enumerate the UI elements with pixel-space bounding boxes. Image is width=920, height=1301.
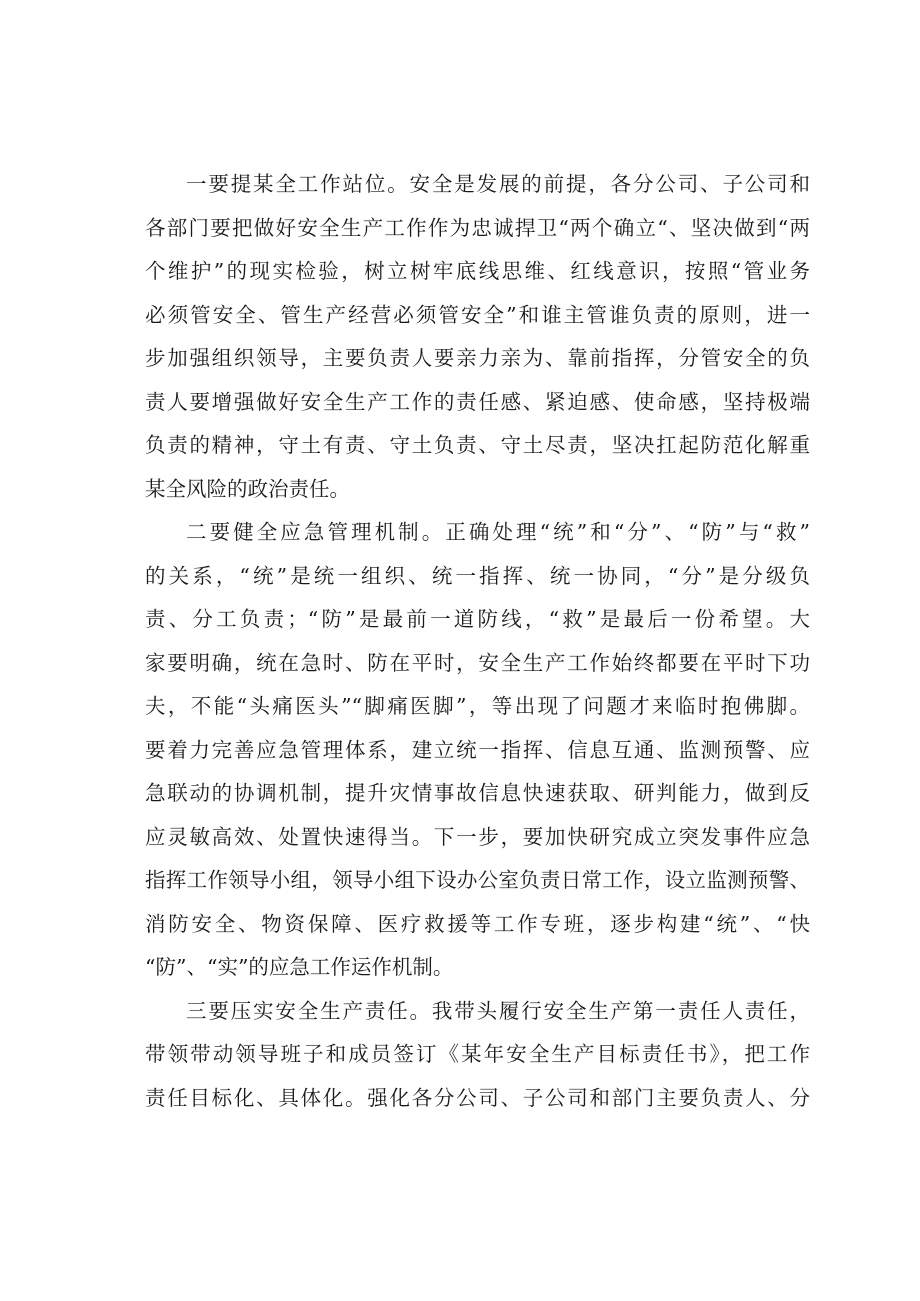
paragraph-line: 急联动的协调机制，提升灾情事故信息快速获取、研判能力，做到反 <box>145 781 810 805</box>
paragraph-line: 各部门要把做好安全生产工作作为忠诚捍卫“两个确立“、坚决做到“两 <box>145 215 810 240</box>
paragraph-line: “防”、“实”的应急工作运作机制。 <box>145 955 454 979</box>
paragraph-line: 要着力完善应急管理体系，建立统一指挥、信息互通、监测预警、应 <box>145 737 810 762</box>
paragraph-2 <box>145 511 810 990</box>
paragraph-line: 负责的精神，守土有责、守土负责、守土尽责，坚决扛起防范化解重 <box>145 433 810 457</box>
paragraph-line: 消防安全、物资保障、医疗救援等工作专班，逐步构建“统”、“快 <box>145 911 810 936</box>
paragraph-line: 一要提某全工作站位。安全是发展的前提，各分公司、子公司和 <box>186 172 810 196</box>
paragraph-line: 家要明确，统在急时、防在平时，安全生产工作始终都要在平时下功 <box>145 650 810 675</box>
paragraph-line: 二要健全应急管理机制。正确处理“统”和“分”、“防”与“救” <box>186 520 810 544</box>
paragraph-line: 责、分工负责；“防”是最前一道防线，“救”是最后一份希望。大 <box>145 607 810 631</box>
paragraph-3 <box>145 990 810 1121</box>
paragraph-line: 的关系，“统”是统一组织、统一指挥、统一协同，“分”是分级负 <box>145 563 810 588</box>
paragraph-line: 必须管安全、管生产经营必须管安全”和谁主管谁负责的原则，进一 <box>145 302 810 327</box>
paragraph-line: 责人要增强做好安全生产工作的责任感、紧迫感、使命感，坚持极端 <box>145 389 810 414</box>
paragraph-line: 应灵敏高效、处置快速得当。下一步，要加快研究成立突发事件应急 <box>145 824 810 849</box>
document-body <box>145 163 810 1120</box>
paragraph-line: 指挥工作领导小组，领导小组下设办公室负责日常工作，设立监测预警、 <box>145 868 810 892</box>
paragraph-line: 夫，不能“头痛医头”“脚痛医脚”，等出现了问题才来临时抱佛脚。 <box>145 694 810 718</box>
paragraph-line: 个维护”的现实检验，树立树牢底线思维、红线意识，按照“管业务 <box>145 259 810 283</box>
paragraph-1 <box>145 163 810 511</box>
paragraph-line: 带领带动领导班子和成员签订《某年安全生产目标责任书》，把工作 <box>145 1042 810 1066</box>
paragraph-line: 某全风险的政治责任。 <box>145 476 350 501</box>
paragraph-line: 三要压实安全生产责任。我带头履行安全生产第一责任人责任， <box>186 998 810 1023</box>
paragraph-line: 责任目标化、具体化。强化各分公司、子公司和部门主要负责人、分 <box>145 1085 810 1110</box>
paragraph-line: 步加强组织领导，主要负责人要亲力亲为、靠前指挥，分管安全的负 <box>145 346 810 370</box>
